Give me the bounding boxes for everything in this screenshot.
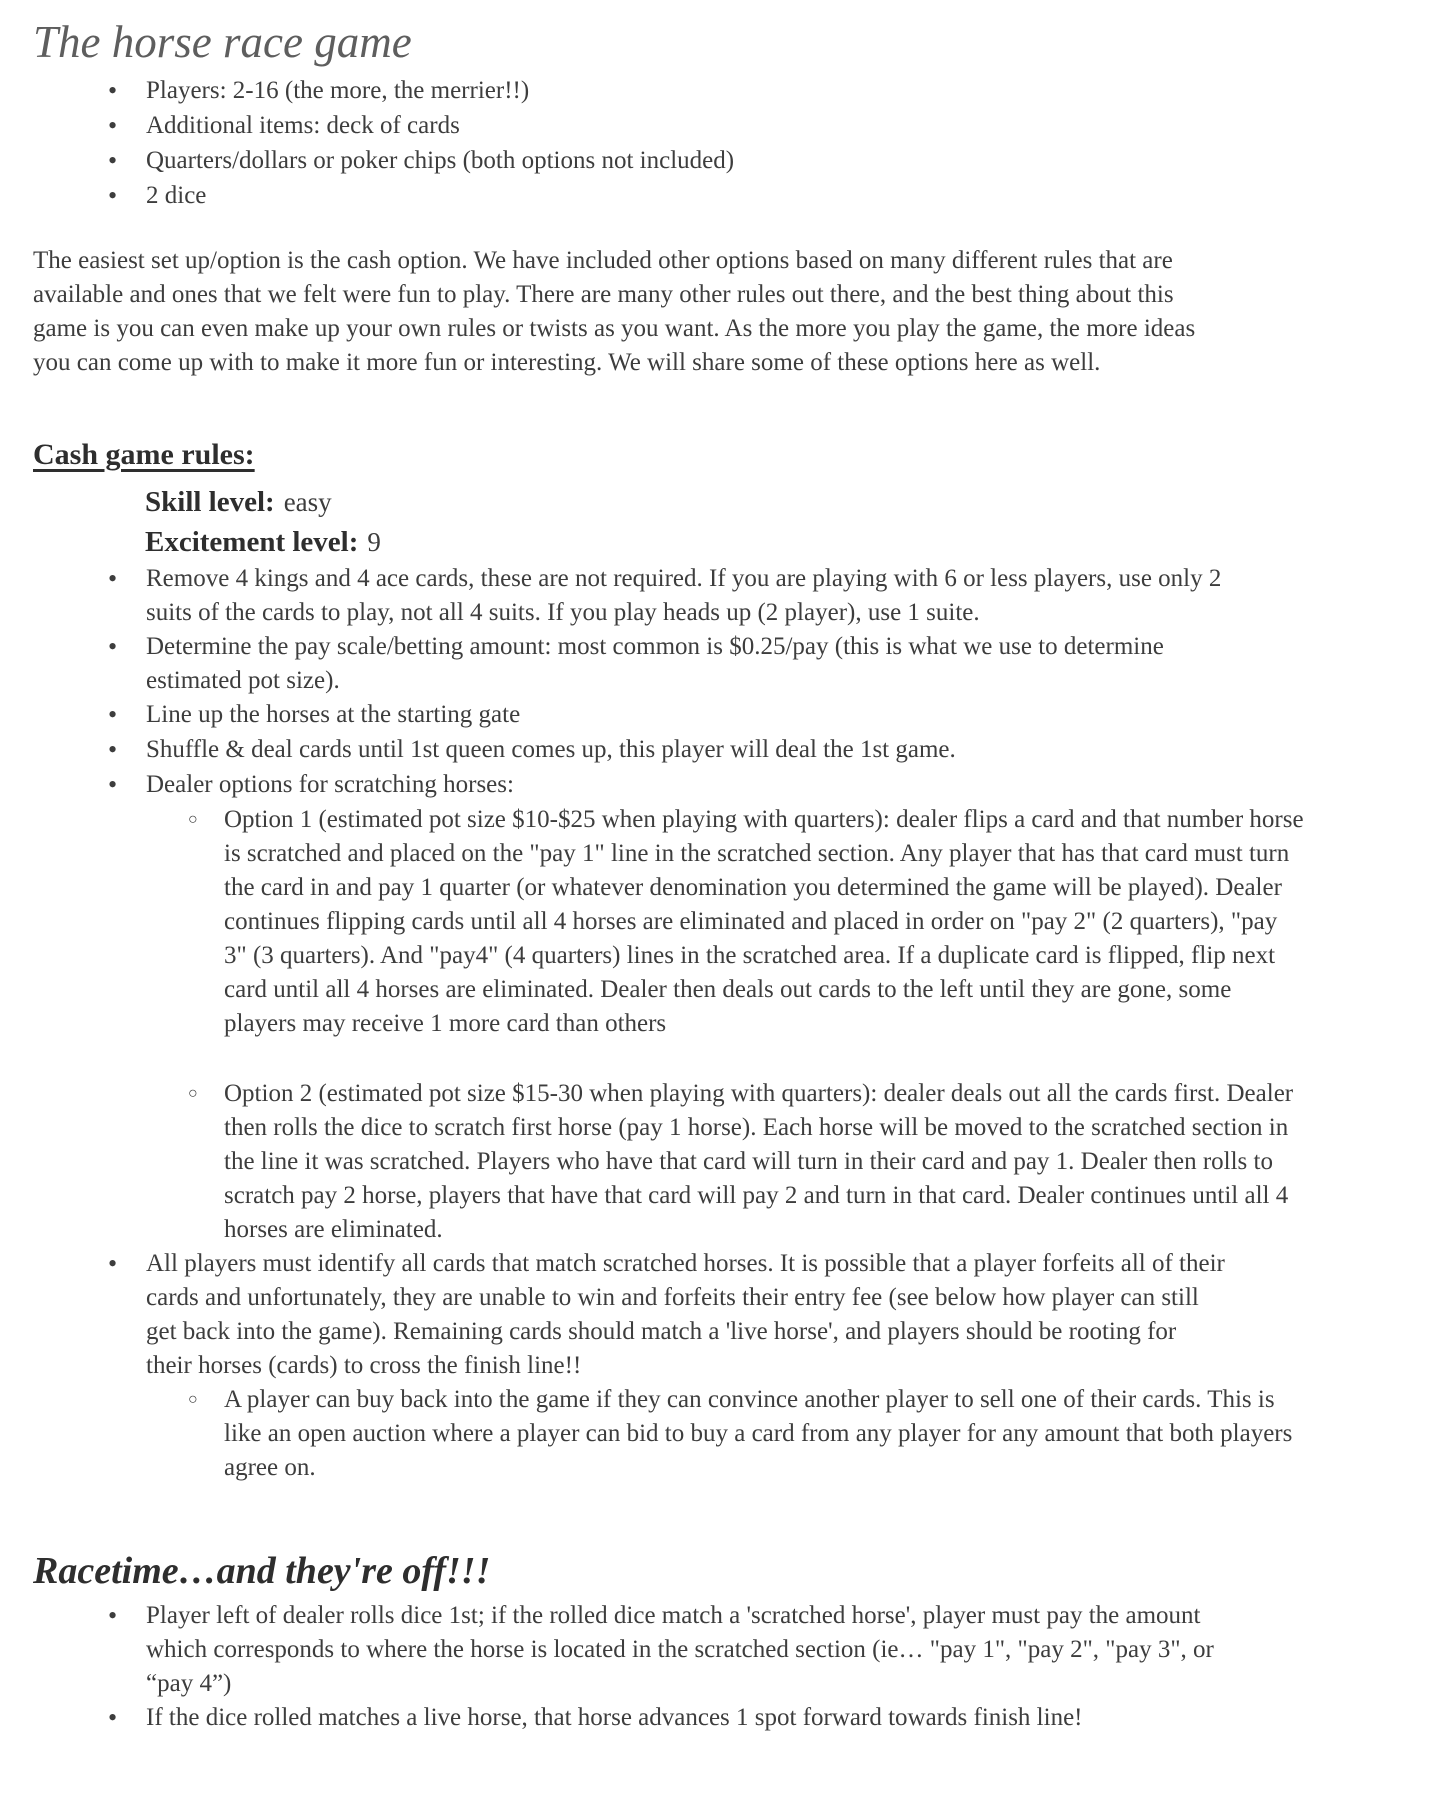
bullet-text: Additional items: deck of cards — [146, 112, 460, 139]
bullet-icon — [108, 144, 146, 179]
bullet-text: All players must identify all cards that match scratched horses. It is possible that a player forfeits all of their cards and unfortunately, they are unable to win and forfeits their entry fee (see below how player can still get back into the game). Remaining cards should match a 'live horse', and players should be rooting for their horses (cards) to cross the finish line!! — [146, 1250, 1225, 1379]
bullet-text: Line up the horses at the starting gate — [146, 701, 521, 728]
list-item — [33, 733, 1405, 768]
skill-level-line — [33, 482, 1405, 522]
bullet-text: A player can buy back into the game if they can convince another player to sell one of their cards. This is like an open auction where a player can bid to buy a card from any player for any amount that both players agree on. — [224, 1386, 1293, 1481]
list-item — [33, 562, 1405, 630]
bullet-icon — [108, 1701, 146, 1736]
circle-bullet-icon — [188, 1383, 224, 1420]
bullet-text: Option 2 (estimated pot size $15-30 when playing with quarters): dealer deals out all the cards first. Dealer then rolls the dice to scratch first horse (pay 1 horse). Each horse will be moved to the scratched section in the line it was scratched. Players who have that card will turn in their card and pay 1. Dealer then rolls to scratch pay 2 horse, players that have that card will pay 2 and turn in that card. Dealer continues until all 4 horses are eliminated. — [224, 1080, 1294, 1243]
list-item — [33, 768, 1405, 803]
excitement-level-label: Excitement level: — [145, 526, 359, 558]
bullet-text: Remove 4 kings and 4 ace cards, these are not required. If you are playing with 6 or less players, use only 2 suits of the cards to play, not all 4 suits. If you play heads up (2 player), use 1 suite. — [146, 565, 1222, 626]
intro-bullet-list — [33, 74, 1405, 214]
list-item — [33, 109, 1405, 144]
list-item — [33, 1599, 1405, 1701]
list-item — [33, 1247, 1405, 1383]
dealer-options-sublist — [33, 803, 1405, 1247]
bullet-text: Dealer options for scratching horses: — [146, 771, 514, 798]
skill-level-label: Skill level: — [145, 486, 275, 518]
list-item — [33, 630, 1405, 698]
bullet-icon — [108, 1247, 146, 1282]
bullet-icon — [108, 179, 146, 214]
racetime-section — [33, 1547, 1405, 1736]
bullet-text: Player left of dealer rolls dice 1st; if the rolled dice match a 'scratched horse', player must pay the amount which corresponds to where the horse is located in the scratched section (ie… "pay 1", "pay 2", "pay 3", or “pay 4”) — [146, 1602, 1214, 1697]
list-item-option-1 — [33, 803, 1405, 1041]
bullet-text: Shuffle & deal cards until 1st queen comes up, this player will deal the 1st game. — [146, 736, 956, 763]
skill-level-value: easy — [283, 487, 332, 517]
racetime-heading: Racetime…and they're off!!! — [33, 1550, 491, 1592]
list-item — [33, 698, 1405, 733]
list-item — [33, 1383, 1405, 1485]
cash-rules-section — [33, 380, 1405, 1485]
cash-rules-bullet-list — [33, 562, 1405, 803]
bullet-text: Option 1 (estimated pot size $10-$25 when playing with quarters): dealer flips a card and that number horse is scratched and placed on the "pay 1" line in the scratched section. Any player that has that card must turn the card in and pay 1 quarter (or whatever denomination you determined the game will be played). Dealer continues flipping cards until all 4 horses are eliminated and placed in order on "pay 2" (2 quarters), "pay 3" (3 quarters). And "pay4" (4 quarters) lines in the scratched area. If a duplicate card is flipped, flip next card until all 4 horses are eliminated. Dealer then deals out cards to the left until they are gone, some players may receive 1 more card than others — [224, 806, 1304, 1037]
list-item — [33, 74, 1405, 109]
bullet-icon — [108, 562, 146, 597]
list-item-option-2 — [33, 1077, 1405, 1247]
bullet-text: If the dice rolled matches a live horse, that horse advances 1 spot forward towards finish line! — [146, 1704, 1083, 1731]
bullet-icon — [108, 1599, 146, 1634]
racetime-bullet-list — [33, 1599, 1405, 1736]
intro-paragraph: The easiest set up/option is the cash option. We have included other options based on many different rules that are available and ones that we felt were fun to play. There are many other rules out there, and the best thing about this game is you can even make up your own rules or twists as you want. As the more you play the game, the more ideas you can come up with to make it more fun or interesting. We will share some of these options here as well. — [33, 247, 1196, 376]
cash-rules-heading: Cash game rules: — [33, 438, 255, 471]
list-item — [33, 144, 1405, 179]
buyback-sublist — [33, 1383, 1405, 1485]
page-title: The horse race game — [33, 17, 412, 67]
bullet-icon — [108, 630, 146, 665]
bullet-icon — [108, 768, 146, 803]
bullet-icon — [108, 733, 146, 768]
bullet-text: Determine the pay scale/betting amount: most common is $0.25/pay (this is what we use to determine estimated pot size). — [146, 633, 1164, 694]
circle-bullet-icon — [188, 803, 224, 840]
list-item — [33, 1701, 1405, 1736]
bullet-icon — [108, 698, 146, 733]
bullet-text: Players: 2-16 (the more, the merrier!!) — [146, 77, 530, 104]
bullet-text: 2 dice — [146, 182, 207, 209]
bullet-icon — [108, 74, 146, 109]
excitement-level-line — [33, 522, 1405, 562]
level-lines — [33, 482, 1405, 562]
identify-bullet-list — [33, 1247, 1405, 1383]
circle-bullet-icon — [188, 1077, 224, 1114]
bullet-icon — [108, 109, 146, 144]
bullet-text: Quarters/dollars or poker chips (both options not included) — [146, 147, 735, 174]
list-item — [33, 179, 1405, 214]
excitement-level-value: 9 — [367, 527, 381, 557]
